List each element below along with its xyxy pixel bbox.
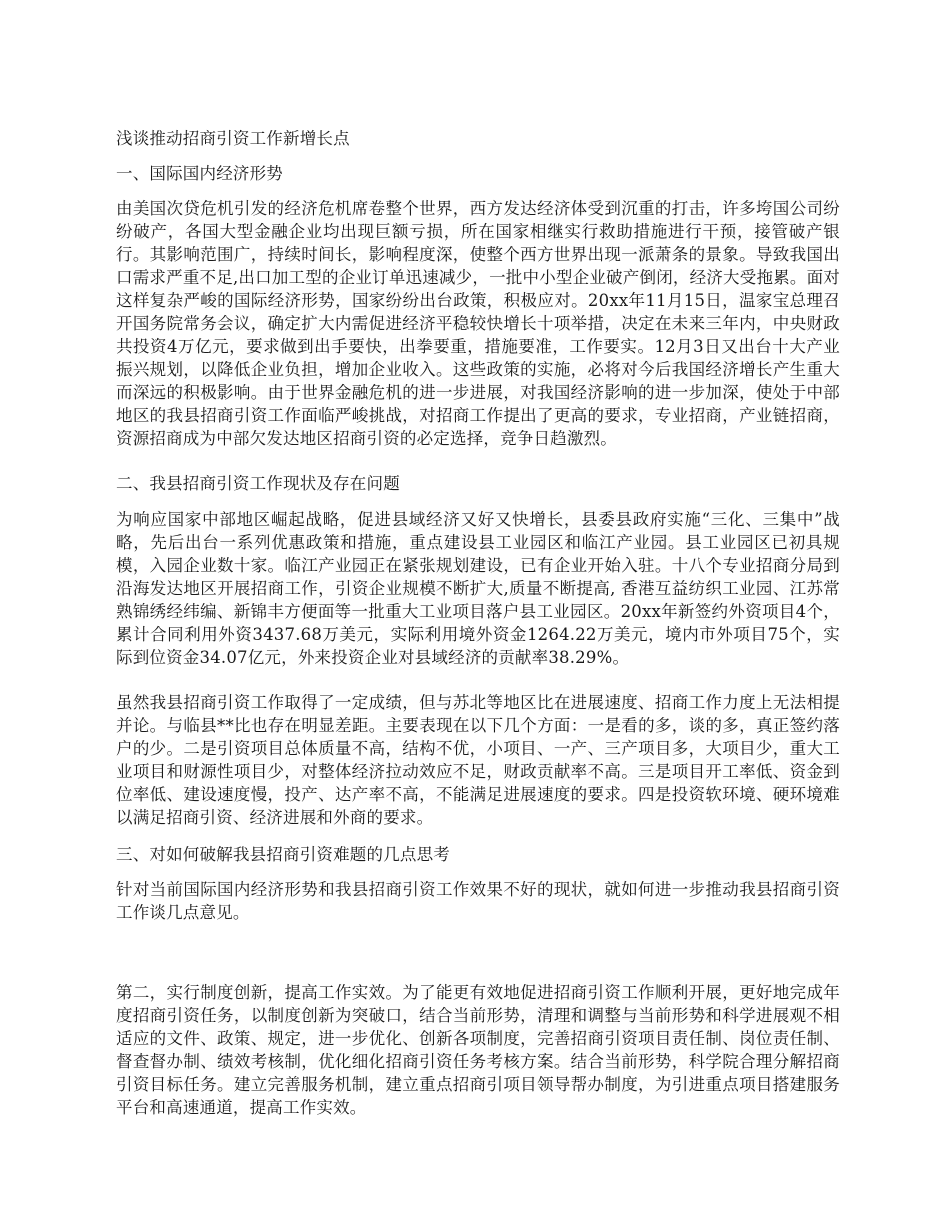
section-1-paragraph: 由美国次贷危机引发的经济危机席卷整个世界，西方发达经济体受到沉重的打击，许多垮国公司纷纷破产，各国大型金融企业均出现巨额亏损，所在国家相继实行救助措施进行干预，接管破产银行。其影响范围广，持续时间长，影响程度深，使整个西方世界出现一派萧条的景象。导致我国出口需求严重不足,出口加工型的企业订单迅速减少，一批中小型企业破产倒闭，经济大受拖累。面对这样复杂严峻的国际经济形势，国家纷纷出台政策，积极应对。20xx年11月15日，温家宝总理召开国务院常务会议，确定扩大内需促进经济平稳较快增长十项举措，决定在未来三年内，中央财政共投资4万亿元，要求做到出手要快，出拳要重，措施要准，工作要实。12月3日又出台十大产业振兴规划，以降低企业负担，增加企业收入。这些政策的实施，必将对今后我国经济增长产生重大而深远的积极影响。由于世界金融危机的进一步进展，对我国经济影响的进一步加深，使处于中部地区的我县招商引资工作面临严峻挑战，对招商工作提出了更高的要求，专业招商，产业链招商，资源招商成为中部欠发达地区招商引资的必定选择，竞争日趋激烈。 bbox=[116, 199, 840, 448]
section-1-heading: 一、国际国内经济形势 bbox=[116, 164, 283, 183]
section-2-heading: 二、我县招商引资工作现状及存在问题 bbox=[116, 474, 400, 493]
document-title: 浅谈推动招商引资工作新增长点 bbox=[116, 129, 350, 148]
section-2-paragraph-1: 为响应国家中部地区崛起战略，促进县域经济又好又快增长，县委县政府实施“三化、三集中”战略，先后出台一系列优惠政策和措施，重点建设县工业园区和临江产业园。县工业园区已初具规模，入园企业数十家。临江产业园正在紧张规划建设，已有企业开始入驻。十八个专业招商分局到沿海发达地区开展招商工作，引资企业规模不断扩大,质量不断提高, 香港互益纺织工业园、江苏常熟锦绣经纬编、新锦丰方便面等一批重大工业项目落户县工业园区。20xx年新签约外资项目4个，累计合同利用外资3437.68万美元，实际利用境外资金1264.22万美元，境内市外项目75个，实际到位资金34.07亿元，外来投资企业对县域经济的贡献率38.29%。 bbox=[116, 510, 840, 667]
section-3-paragraph-1: 针对当前国际国内经济形势和我县招商引资工作效果不好的现状，就如何进一步推动我县招商引资工作谈几点意见。 bbox=[116, 880, 840, 922]
section-3-heading: 三、对如何破解我县招商引资难题的几点思考 bbox=[116, 845, 450, 864]
section-2-paragraph-2: 虽然我县招商引资工作取得了一定成绩，但与苏北等地区比在进展速度、招商工作力度上无法相提并论。与临县**比也存在明显差距。主要表现在以下几个方面：一是看的多，谈的多，真正签约落户的少。二是引资项目总体质量不高，结构不优，小项目、一产、三产项目多，大项目少，重大工业项目和财源性项目少，对整体经济拉动效应不足，财政贡献率不高。三是项目开工率低、资金到位率低、建设速度慢，投产、达产率不高，不能满足进展速度的要求。四是投资软环境、硬环境难以满足招商引资、经济进展和外商的要求。 bbox=[116, 693, 840, 827]
section-3-paragraph-2: 第二，实行制度创新，提高工作实效。为了能更有效地促进招商引资工作顺利开展，更好地完成年度招商引资任务，以制度创新为突破口，结合当前形势，清理和调整与当前形势和科学进展观不相适应的文件、政策、规定，进一步优化、创新各项制度，完善招商引资项目责任制、岗位责任制、督查督办制、绩效考核制，优化细化招商引资任务考核方案。结合当前形势，科学院合理分解招商引资目标任务。建立完善服务机制，建立重点招商引项目领导帮办制度，为引进重点项目搭建服务平台和高速通道，提高工作实效。 bbox=[116, 983, 840, 1117]
